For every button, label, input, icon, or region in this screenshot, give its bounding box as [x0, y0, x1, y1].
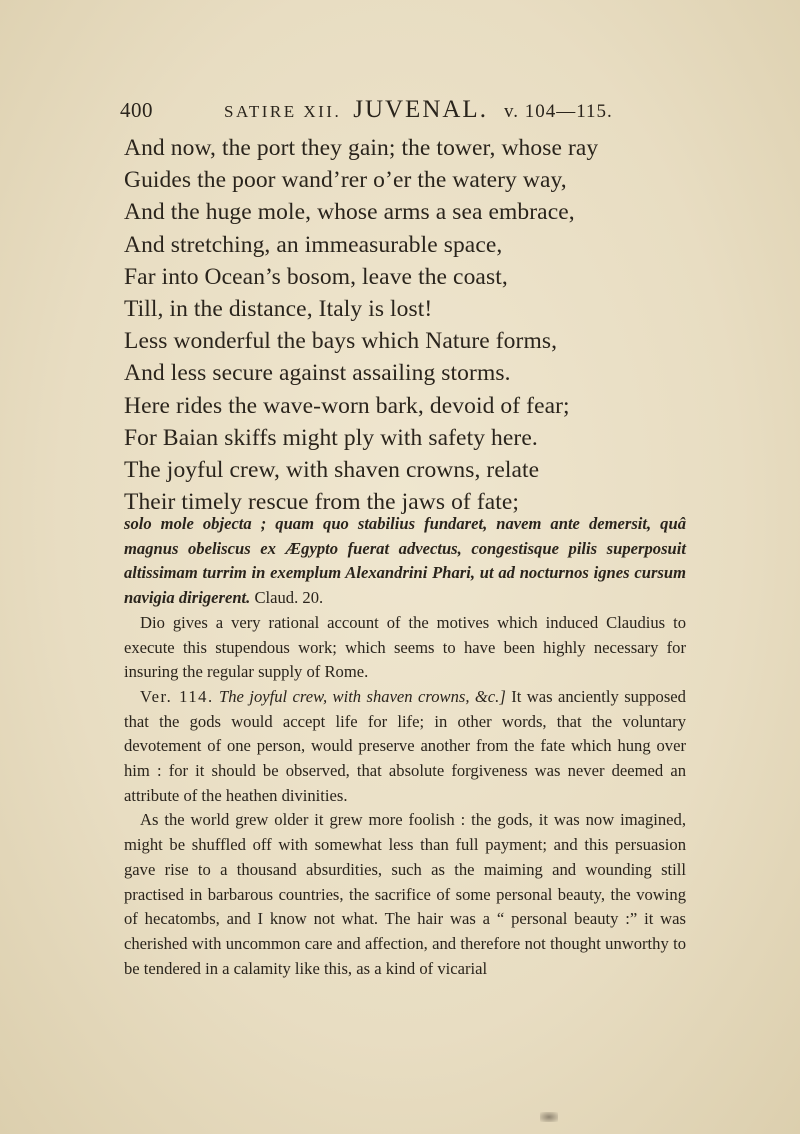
- verse-range: v. 104—115.: [503, 101, 613, 122]
- commentary-notes: [124, 512, 686, 981]
- poem-line: Here rides the wave-worn bark, devoid of fear;: [124, 392, 570, 419]
- poem-line: The joyful crew, with shaven crowns, relate: [124, 457, 540, 484]
- poem-line: Guides the poor wand’rer o’er the watery way,: [124, 167, 567, 194]
- poem-line: For Baian skiffs might ply with safety here.: [124, 424, 538, 451]
- page-number: 400: [120, 98, 153, 122]
- running-title: [224, 96, 613, 124]
- latin-quote-text: solo mole objecta ; quam quo stabilius fundaret, navem ante demersit, quâ magnus obeliscus ex Ægypto fuerat advectus, congestisque pilis superposuit altissimam turrim in exemplum Alexandrini Phari, ut ad nocturnos ignes cursum navigia dirigerent.: [124, 514, 686, 608]
- poem-line: Less wonderful the bays which Nature forms,: [124, 328, 558, 355]
- poem-line: And less secure against assailing storms.: [124, 360, 511, 387]
- verse-note-label: Ver. 114.: [140, 686, 214, 706]
- poem-line: Till, in the distance, Italy is lost!: [124, 296, 433, 323]
- verse-translation: [124, 132, 684, 518]
- verse-note-lemma: The joyful crew, with shaven crowns, &c.]: [219, 686, 506, 706]
- running-header: [120, 96, 680, 126]
- verse-note: [124, 685, 686, 809]
- latin-quotation: [124, 512, 686, 611]
- latin-citation: Claud. 20.: [254, 588, 324, 608]
- poem-line: And stretching, an immeasurable space,: [124, 231, 503, 258]
- poem-line: Far into Ocean’s bosom, leave the coast,: [124, 263, 508, 290]
- author-name: JUVENAL.: [353, 96, 488, 123]
- poem-line: Their timely rescue from the jaws of fate;: [124, 489, 520, 516]
- note-paragraph: As the world grew older it grew more foolish : the gods, it was now imagined, might be shuffled off with somewhat less than full payment; and this persuasion gave rise to a thousand absurdities, such as the maiming and wounding still practised in barbarous countries, the sacrifice of some personal beauty, the vowing of hecatombs, and I know not what. The hair was a “ personal beauty :” it was cherished with uncommon care and affection, and therefore not thought unworthy to be tendered in a calamity like this, as a kind of vicarial: [124, 810, 686, 978]
- verse-note-text: It was anciently supposed that the gods would accept life for life; in other words, that the voluntary devotement of one person, would preserve another from the fate which hung over him : for it should be observed, that absolute forgiveness was never deemed an attribute of the heathen divinities.: [124, 686, 686, 805]
- note-paragraph: Dio gives a very rational account of the motives which induced Claudius to execute this stupendous work; which seems to have been highly necessary for insuring the regular supply of Rome.: [124, 612, 686, 682]
- poem-line: And the huge mole, whose arms a sea embrace,: [124, 199, 575, 226]
- ink-smudge: [540, 1112, 558, 1122]
- poem-line: And now, the port they gain; the tower, whose ray: [124, 135, 599, 161]
- satire-label: SATIRE XII.: [224, 102, 342, 121]
